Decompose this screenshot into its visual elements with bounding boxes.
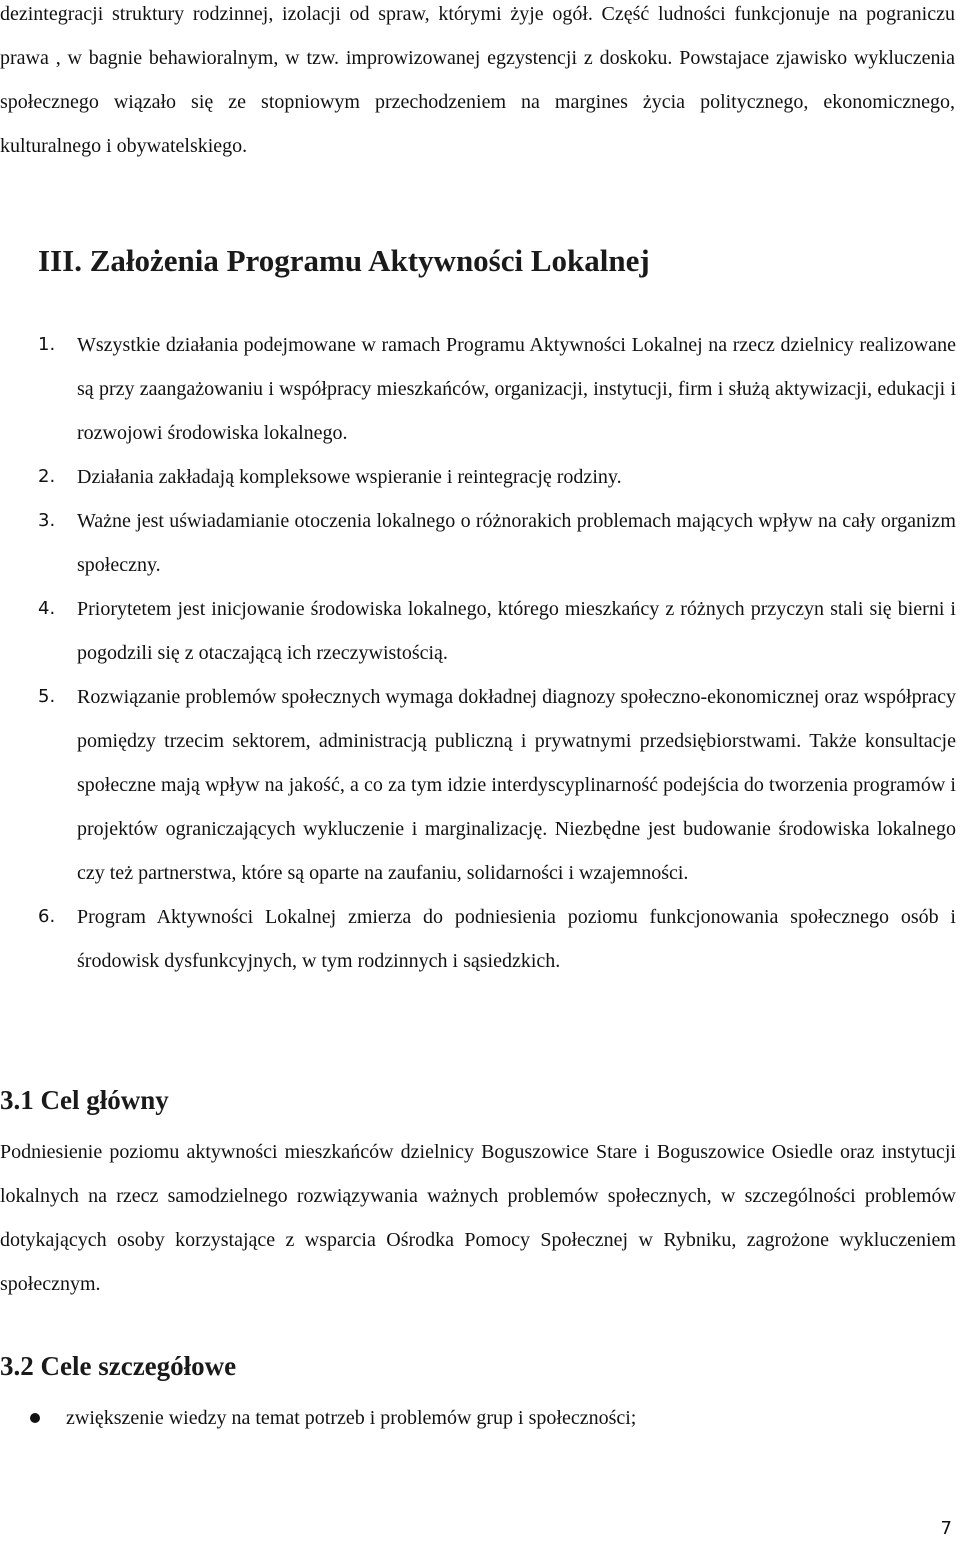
subsection-heading-specific-goals: 3.2 Cele szczegółowe [0, 1351, 237, 1381]
item-text: Program Aktywności Lokalnej zmierza do podniesienia poziomu funkcjonowania społecznego osób i środowisk dysfunkcyjnych, w tym rodzinnych i sąsiedzkich. [77, 906, 956, 972]
bullet-list [0, 1396, 636, 1440]
item-number: 2. [38, 466, 56, 487]
item-number: 5. [38, 686, 56, 707]
item-text: Priorytetem jest inicjowanie środowiska lokalnego, którego mieszkańcy z różnych przyczyn stali się bierni i pogodzili się z otaczającą ich rzeczywistością. [77, 598, 956, 664]
numbered-item [0, 587, 960, 675]
numbered-item [0, 499, 960, 587]
item-text: Działania zakładają kompleksowe wspieranie i reintegrację rodziny. [77, 466, 622, 488]
bullet-icon [30, 1413, 40, 1423]
intro-paragraph: dezintegracji struktury rodzinnej, izolacji od spraw, którymi żyje ogół. Część ludności funkcjonuje na pograniczu prawa , w bagnie behawioralnym, w tzw. improwizowanej egzystencji z doskoku. Powstajace zjawisko wykluczenia społecznego wiązało się ze stopniowym przechodzeniem na margines życia politycznego, ekonomicznego, kulturalnego i obywatelskiego. [0, 3, 955, 157]
numbered-item [0, 895, 960, 983]
numbered-item [0, 455, 960, 499]
bullet-item [0, 1396, 636, 1440]
subsection-heading-main-goal: 3.1 Cel główny [0, 1085, 169, 1115]
item-number: 6. [38, 906, 56, 927]
numbered-item [0, 323, 960, 455]
section-heading: III. Założenia Programu Aktywności Lokalnej [38, 243, 650, 278]
item-text: Ważne jest uświadamianie otoczenia lokalnego o różnorakich problemach mających wpływ na cały organizm społeczny. [77, 510, 956, 576]
item-number: 4. [38, 598, 56, 619]
numbered-list [0, 323, 960, 983]
bullet-text: zwiększenie wiedzy na temat potrzeb i problemów grup i społeczności; [66, 1407, 637, 1429]
main-goal-paragraph: Podniesienie poziomu aktywności mieszkańców dzielnicy Boguszowice Stare i Boguszowice Osiedle oraz instytucji lokalnych na rzecz samodzielnego rozwiązywania ważnych problemów społecznych, w szczególności problemów dotykających osoby korzystające z wsparcia Ośrodka Pomocy Społecznej w Rybniku, zagrożone wykluczeniem społecznym. [0, 1141, 956, 1295]
item-text: Wszystkie działania podejmowane w ramach Programu Aktywności Lokalnej na rzecz dzielnicy realizowane są przy zaangażowaniu i współpracy mieszkańców, organizacji, instytucji, firm i służą aktywizacji, edukacji i rozwojowi środowiska lokalnego. [77, 334, 956, 444]
item-number: 3. [38, 510, 56, 531]
item-number: 1. [38, 334, 56, 355]
numbered-item [0, 675, 960, 895]
page-number: 7 [940, 1518, 952, 1539]
item-text: Rozwiązanie problemów społecznych wymaga dokładnej diagnozy społeczno-ekonomicznej oraz współpracy pomiędzy trzecim sektorem, administracją publiczną i prywatnymi przedsiębiorstwami. Także konsultacje społeczne mają wpływ na jakość, a co za tym idzie interdyscyplinarność podejścia do tworzenia programów i projektów ograniczających wykluczenie i marginalizację. Niezbędne jest budowanie środowiska lokalnego czy też partnerstwa, które są oparte na zaufaniu, solidarności i wzajemności. [77, 686, 956, 884]
